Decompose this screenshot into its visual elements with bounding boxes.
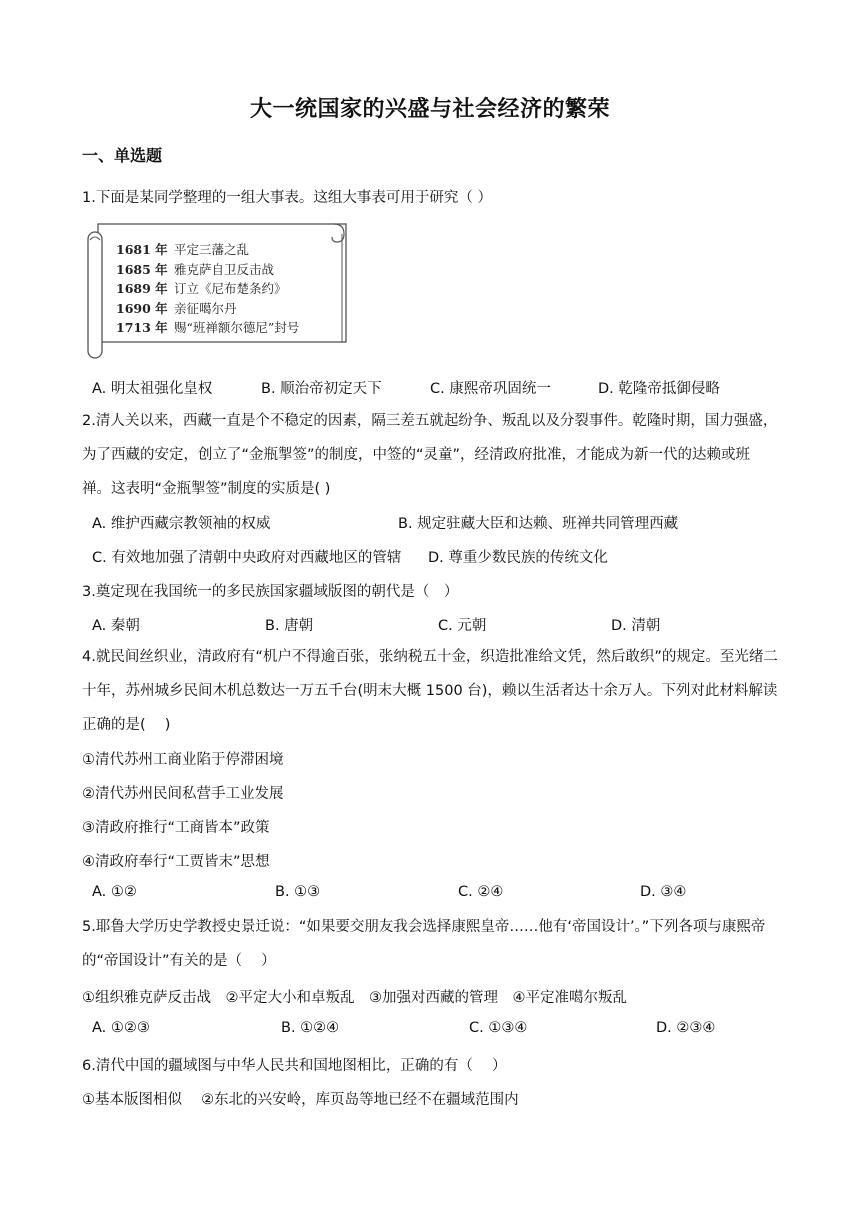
q4-option-b: B. ①③ [275,884,321,900]
question-3-stem: 3.奠定现在我国统一的多民族国家疆域版图的朝代是（ ） [82,584,459,600]
q5-option-b: B. ①②④ [281,1020,340,1036]
q4-item-4: ④清政府奉行“工贾皆末”思想 [82,854,270,870]
q5-option-a: A. ①②③ [92,1020,150,1036]
q2-option-a: A. 维护西藏宗教领袖的权威 [92,516,271,532]
q1-option-b: B. 顺治帝初定天下 [261,381,382,397]
question-5-stem: 5.耶鲁大学历史学教授史景迁说：“如果要交朋友我会选择康熙皇帝……他有‘帝国设计’。”下列各项与康熙帝的“帝国设计”有关的是（ ） [82,919,766,969]
question-1-stem: 1.下面是某同学整理的一组大事表。这组大事表可用于研究（ ） [82,190,492,206]
event-list [116,240,299,338]
q1-option-a: A. 明太祖强化皇权 [92,381,213,397]
q4-option-d: D. ③④ [640,884,687,900]
question-6-stem: 6.清代中国的疆域图与中华人民共和国地图相比，正确的有（ ） [82,1058,507,1074]
q4-item-2: ②清代苏州民间私营手工业发展 [82,786,284,802]
page-title: 大一统国家的兴盛与社会经济的繁荣 [249,97,610,122]
q5-option-c: C. ①③④ [469,1020,528,1036]
event-row: 1681 年 平定三藩之乱 [116,242,250,257]
q3-option-b: B. 唐朝 [265,618,314,634]
q4-option-a: A. ①② [92,884,137,900]
q5-option-d: D. ②③④ [656,1020,716,1036]
event-row: 1690 年 亲征噶尔丹 [116,300,237,316]
event-table-scroll-image [86,218,352,362]
q4-item-3: ③清政府推行“工商皆本”政策 [82,820,270,836]
q3-option-d: D. 清朝 [611,618,661,634]
q1-option-d: D. 乾隆帝抵御侵略 [598,381,720,397]
q1-option-c: C. 康熙帝巩固统一 [430,381,551,397]
q5-items: ①组织雅克萨反击战 ②平定大小和卓叛乱 ③加强对西藏的管理 ④平定准噶尔叛乱 [82,990,627,1006]
q6-items: ①基本版图相似 ②东北的兴安岭，库页岛等地已经不在疆域范围内 [82,1092,519,1108]
q4-option-c: C. ②④ [458,884,504,900]
question-4-stem: 4.就民间丝织业，清政府有“机户不得逾百张，张纳税五十金，织造批准给文凭，然后敢织”的规定。至光绪二十年，苏州城乡民间木机总数达一万五千台(明末大概 1500 台)，赖以生活者达十余万人。下列对此材料解读正确的是( ) [82,649,778,733]
section-heading: 一、单选题 [82,146,163,165]
q2-option-b: B. 规定驻藏大臣和达赖、班禅共同管理西藏 [398,516,679,532]
question-2-stem: 2.清人关以来，西藏一直是个不稳定的因素，隔三差五就起纷争、叛乱以及分裂事件。乾隆时期，国力强盛，为了西藏的安定，创立了“金瓶掣签”的制度，中签的“灵童”，经清政府批准，才能成为新一代的达赖或班禅。这表明“金瓶掣签”制度的实质是( ) [82,413,778,497]
event-row: 1713 年 赐“班禅额尔德尼”封号 [116,320,300,336]
q2-option-c: C. 有效地加强了清朝中央政府对西藏地区的管辖 [92,550,402,566]
q2-option-d: D. 尊重少数民族的传统文化 [428,550,608,566]
q4-item-1: ①清代苏州工商业陷于停滞困境 [82,752,284,768]
q3-option-c: C. 元朝 [438,618,487,634]
event-row: 1689 年 订立《尼布楚条约》 [116,281,287,297]
q3-option-a: A. 秦朝 [92,618,140,634]
event-row: 1685 年 雅克萨自卫反击战 [116,261,275,277]
